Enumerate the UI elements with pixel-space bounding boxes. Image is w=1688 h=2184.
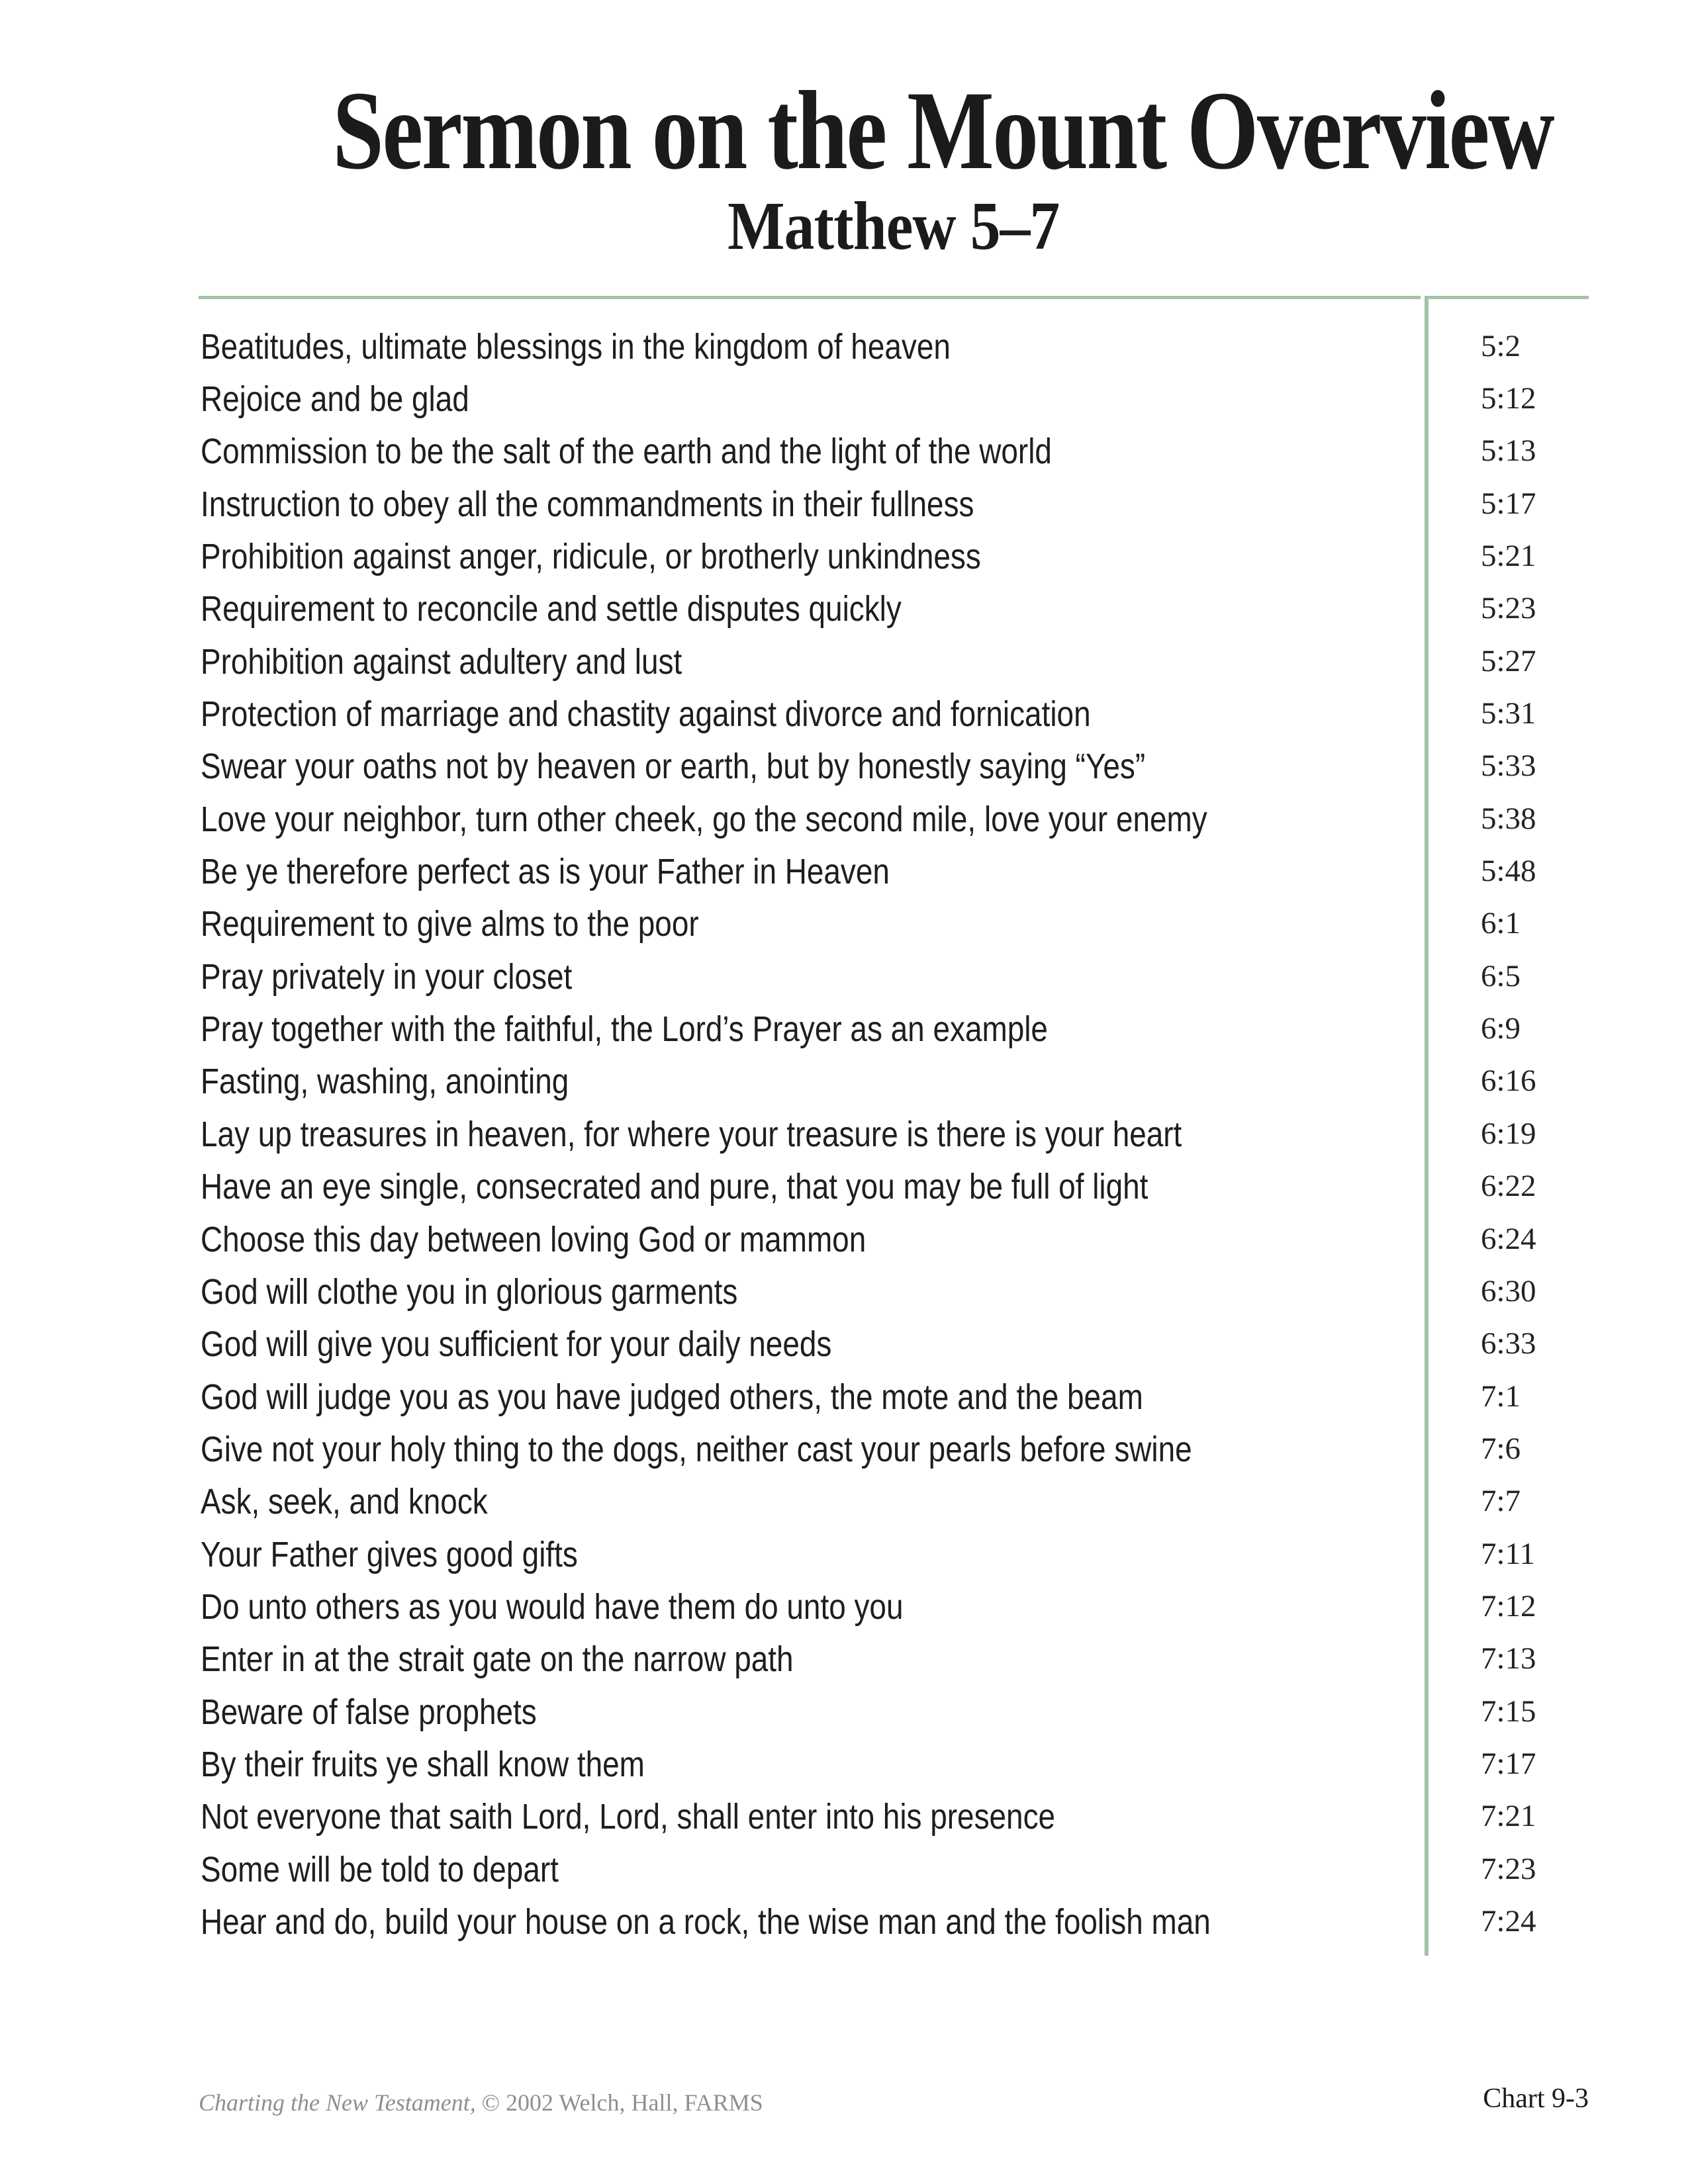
list-item bbox=[201, 845, 1589, 897]
row-scripture-reference: 6:19 bbox=[1481, 1116, 1536, 1151]
row-description: Choose this day between loving God or mammon bbox=[201, 1219, 867, 1259]
row-scripture-reference: 6:9 bbox=[1481, 1011, 1521, 1046]
row-scripture-reference: 6:33 bbox=[1481, 1326, 1536, 1361]
row-description: Protection of marriage and chastity against divorce and fornication bbox=[201, 694, 1091, 735]
list-item bbox=[201, 583, 1589, 635]
list-item bbox=[201, 950, 1589, 1003]
row-description: Pray together with the faithful, the Lord’s Prayer as an example bbox=[201, 1009, 1048, 1050]
horizontal-rule-left-segment bbox=[199, 296, 1421, 299]
list-item bbox=[201, 793, 1589, 845]
row-description: Prohibition against anger, ridicule, or brotherly unkindness bbox=[201, 537, 981, 577]
list-item bbox=[201, 1423, 1589, 1475]
list-item bbox=[201, 1528, 1589, 1580]
list-item bbox=[201, 1056, 1589, 1108]
list-item bbox=[201, 741, 1589, 793]
row-scripture-reference: 7:21 bbox=[1481, 1799, 1536, 1834]
list-item bbox=[201, 1738, 1589, 1790]
row-scripture-reference: 5:31 bbox=[1481, 696, 1536, 731]
row-scripture-reference: 7:17 bbox=[1481, 1746, 1536, 1781]
row-scripture-reference: 5:38 bbox=[1481, 801, 1536, 836]
row-scripture-reference: 5:27 bbox=[1481, 643, 1536, 678]
row-description: Your Father gives good gifts bbox=[201, 1534, 578, 1574]
row-description: Requirement to give alms to the poor bbox=[201, 904, 699, 944]
row-description: Be ye therefore perfect as is your Father in Heaven bbox=[201, 852, 890, 892]
chart-number bbox=[199, 2083, 1589, 2115]
row-scripture-reference: 7:24 bbox=[1481, 1903, 1536, 1938]
footer-copyright: © 2002 Welch, Hall, FARMS bbox=[475, 2089, 763, 2116]
row-description: Some will be told to depart bbox=[201, 1849, 559, 1889]
page-title bbox=[199, 68, 1589, 193]
row-scripture-reference: 6:22 bbox=[1481, 1169, 1536, 1204]
list-item bbox=[201, 1843, 1589, 1895]
page-subtitle-text: Matthew 5–7 bbox=[727, 188, 1060, 264]
row-description: Ask, seek, and knock bbox=[201, 1482, 488, 1522]
list-item bbox=[201, 1371, 1589, 1423]
row-scripture-reference: 5:21 bbox=[1481, 538, 1536, 573]
row-scripture-reference: 5:13 bbox=[1481, 433, 1536, 469]
row-description: Give not your holy thing to the dogs, neither cast your pearls before swine bbox=[201, 1429, 1192, 1469]
row-scripture-reference: 7:13 bbox=[1481, 1641, 1536, 1676]
row-scripture-reference: 5:48 bbox=[1481, 854, 1536, 889]
row-description: God will judge you as you have judged others, the mote and the beam bbox=[201, 1377, 1143, 1417]
row-scripture-reference: 7:23 bbox=[1481, 1851, 1536, 1886]
row-description: Lay up treasures in heaven, for where your treasure is there is your heart bbox=[201, 1114, 1182, 1154]
page-title-text: Sermon on the Mount Overview bbox=[332, 68, 1554, 193]
list-item bbox=[201, 1686, 1589, 1738]
list-item bbox=[201, 1895, 1589, 1948]
list-item bbox=[201, 688, 1589, 740]
list-item bbox=[201, 1633, 1589, 1686]
row-scripture-reference: 7:15 bbox=[1481, 1694, 1536, 1729]
row-scripture-reference: 7:6 bbox=[1481, 1431, 1521, 1466]
list-item bbox=[201, 1213, 1589, 1265]
row-scripture-reference: 5:23 bbox=[1481, 591, 1536, 626]
list-item bbox=[201, 898, 1589, 950]
row-scripture-reference: 7:7 bbox=[1481, 1484, 1521, 1519]
row-description: Beatitudes, ultimate blessings in the kingdom of heaven bbox=[201, 326, 951, 367]
row-scripture-reference: 5:33 bbox=[1481, 749, 1536, 784]
list-item bbox=[201, 426, 1589, 478]
list-item bbox=[201, 1791, 1589, 1843]
list-item bbox=[201, 1108, 1589, 1160]
row-description: Fasting, washing, anointing bbox=[201, 1062, 569, 1102]
list-item bbox=[201, 373, 1589, 425]
row-description: Hear and do, build your house on a rock, the wise man and the foolish man bbox=[201, 1901, 1211, 1942]
list-item bbox=[201, 1318, 1589, 1371]
row-description: Prohibition against adultery and lust bbox=[201, 641, 682, 682]
row-description: Pray privately in your closet bbox=[201, 956, 573, 997]
row-scripture-reference: 7:12 bbox=[1481, 1588, 1536, 1623]
row-scripture-reference: 6:24 bbox=[1481, 1221, 1536, 1256]
row-scripture-reference: 6:16 bbox=[1481, 1064, 1536, 1099]
footer-book-title: Charting the New Testament, bbox=[199, 2089, 476, 2116]
list-item bbox=[201, 1476, 1589, 1528]
list-item bbox=[201, 1003, 1589, 1055]
row-description: Do unto others as you would have them do unto you bbox=[201, 1586, 904, 1627]
page-subtitle bbox=[199, 188, 1589, 264]
row-description: Commission to be the salt of the earth and the light of the world bbox=[201, 432, 1052, 472]
row-scripture-reference: 5:12 bbox=[1481, 381, 1536, 416]
row-description: Beware of false prophets bbox=[201, 1692, 537, 1732]
row-description: God will give you sufficient for your daily needs bbox=[201, 1324, 832, 1365]
list-item bbox=[201, 1580, 1589, 1633]
row-scripture-reference: 6:5 bbox=[1481, 958, 1521, 993]
list-item bbox=[201, 478, 1589, 530]
row-scripture-reference: 5:2 bbox=[1481, 328, 1521, 363]
row-description: Love your neighbor, turn other cheek, go the second mile, love your enemy bbox=[201, 799, 1207, 839]
list-item bbox=[201, 635, 1589, 688]
row-description: Requirement to reconcile and settle disputes quickly bbox=[201, 589, 902, 629]
list-item bbox=[201, 1161, 1589, 1213]
row-description: Enter in at the strait gate on the narrow path bbox=[201, 1639, 794, 1680]
list-item bbox=[201, 320, 1589, 373]
list-item bbox=[201, 1265, 1589, 1318]
row-description: Rejoice and be glad bbox=[201, 379, 469, 420]
row-description: Have an eye single, consecrated and pure, that you may be full of light bbox=[201, 1167, 1149, 1207]
list-item bbox=[201, 530, 1589, 582]
chart-number-text: Chart 9-3 bbox=[1483, 2083, 1589, 2114]
row-scripture-reference: 6:30 bbox=[1481, 1273, 1536, 1308]
row-description: Not everyone that saith Lord, Lord, shall enter into his presence bbox=[201, 1797, 1056, 1837]
row-description: God will clothe you in glorious garments bbox=[201, 1271, 738, 1312]
horizontal-rule-right-segment bbox=[1429, 296, 1589, 299]
row-description: Instruction to obey all the commandments in their fullness bbox=[201, 484, 974, 524]
row-description: By their fruits ye shall know them bbox=[201, 1744, 645, 1784]
row-scripture-reference: 7:1 bbox=[1481, 1379, 1521, 1414]
row-scripture-reference: 5:17 bbox=[1481, 486, 1536, 521]
overview-list bbox=[201, 320, 1589, 1948]
row-scripture-reference: 6:1 bbox=[1481, 906, 1521, 941]
row-description: Swear your oaths not by heaven or earth, but by honestly saying “Yes” bbox=[201, 747, 1146, 787]
row-scripture-reference: 7:11 bbox=[1481, 1536, 1535, 1571]
